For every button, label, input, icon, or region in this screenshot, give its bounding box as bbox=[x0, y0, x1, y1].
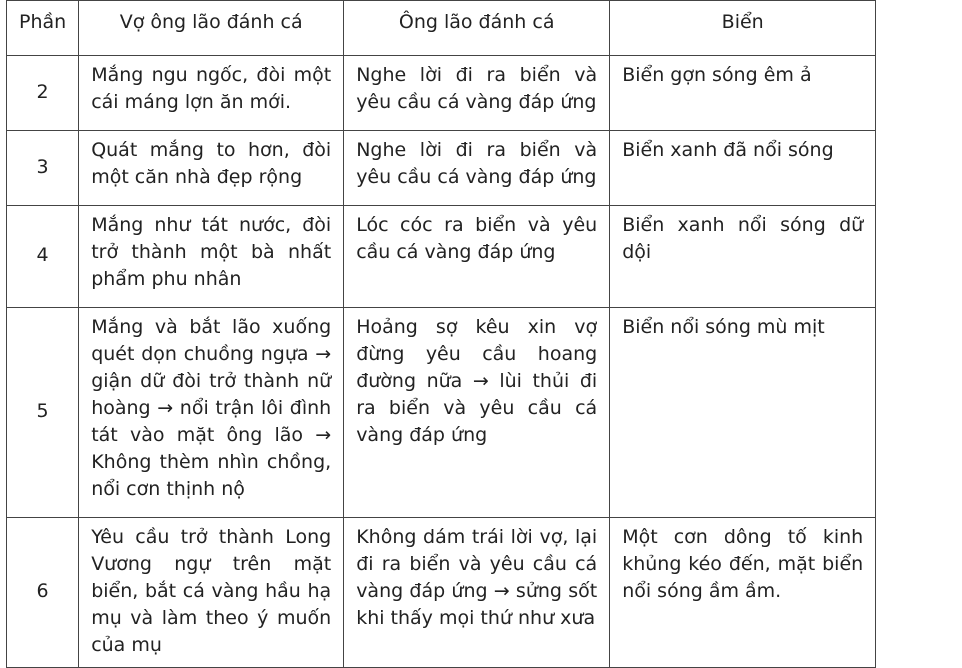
table-row bbox=[7, 518, 876, 668]
cell-wife: Mắng ngu ngốc, đòi một cái máng lợn ăn mới. bbox=[79, 56, 344, 131]
cell-oldman: Nghe lời đi ra biển và yêu cầu cá vàng đáp ứng bbox=[344, 131, 610, 206]
cell-part: 3 bbox=[7, 131, 79, 206]
cell-part: 2 bbox=[7, 56, 79, 131]
cell-sea: Biển nổi sóng mù mịt bbox=[610, 308, 876, 518]
cell-wife: Yêu cầu trở thành Long Vương ngự trên mặt biển, bắt cá vàng hầu hạ mụ và làm theo ý muốn của mụ bbox=[79, 518, 344, 668]
cell-part: 6 bbox=[7, 518, 79, 668]
cell-part: 5 bbox=[7, 308, 79, 518]
cell-oldman: Nghe lời đi ra biển và yêu cầu cá vàng đáp ứng bbox=[344, 56, 610, 131]
cell-sea: Biển gợn sóng êm ả bbox=[610, 56, 876, 131]
cell-sea: Biển xanh đã nổi sóng bbox=[610, 131, 876, 206]
header-row bbox=[7, 1, 876, 56]
cell-oldman: Lóc cóc ra biển và yêu cầu cá vàng đáp ứng bbox=[344, 206, 610, 308]
table-row bbox=[7, 206, 876, 308]
cell-sea: Một cơn dông tố kinh khủng kéo đến, mặt biển nổi sóng ầm ầm. bbox=[610, 518, 876, 668]
table-row bbox=[7, 131, 876, 206]
comparison-table bbox=[6, 0, 876, 668]
header-part: Phần bbox=[7, 1, 79, 56]
header-wife: Vợ ông lão đánh cá bbox=[79, 1, 344, 56]
cell-wife: Mắng và bắt lão xuống quét dọn chuồng ngựa → giận dữ đòi trở thành nữ hoàng → nổi trận lôi đình tát vào mặt ông lão → Không thèm nhìn chồng, nổi cơn thịnh nộ bbox=[79, 308, 344, 518]
cell-oldman: Không dám trái lời vợ, lại đi ra biển và yêu cầu cá vàng đáp ứng → sửng sốt khi thấy mọi thứ như xưa bbox=[344, 518, 610, 668]
table-row bbox=[7, 308, 876, 518]
table-row bbox=[7, 56, 876, 131]
cell-oldman: Hoảng sợ kêu xin vợ đừng yêu cầu hoang đường nữa → lùi thủi đi ra biển và yêu cầu cá vàng đáp ứng bbox=[344, 308, 610, 518]
header-oldman: Ông lão đánh cá bbox=[344, 1, 610, 56]
cell-part: 4 bbox=[7, 206, 79, 308]
cell-wife: Mắng như tát nước, đòi trở thành một bà nhất phẩm phu nhân bbox=[79, 206, 344, 308]
cell-wife: Quát mắng to hơn, đòi một căn nhà đẹp rộng bbox=[79, 131, 344, 206]
cell-sea: Biển xanh nổi sóng dữ dội bbox=[610, 206, 876, 308]
header-sea: Biển bbox=[610, 1, 876, 56]
